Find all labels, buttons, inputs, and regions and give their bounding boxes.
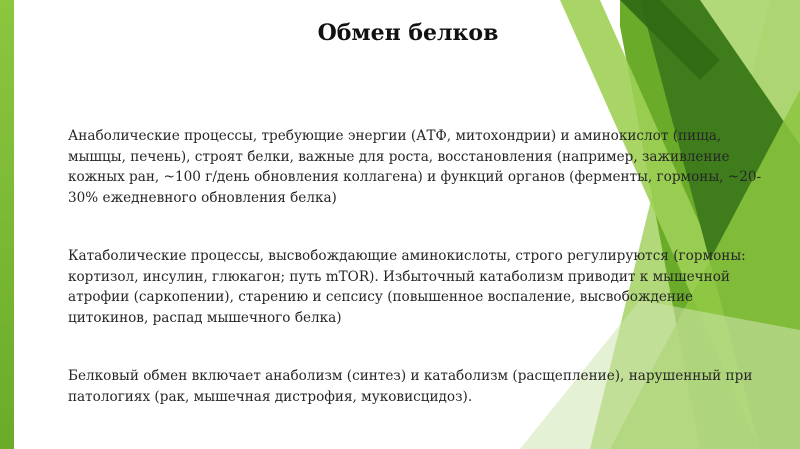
slide-body: [68, 126, 768, 445]
paragraph-anabolism: Анаболические процессы, требующие энергии (АТФ, митохондрии) и аминокислот (пища, мышцы, печень), строят белки, важные для роста, восстановления (например, заживление кожных ран, ~100 г/день обновления коллагена) и функций органов (ферменты, гормоны, ~20-30% ежедневного обновления белка): [68, 128, 762, 206]
paragraph-catabolism: Катаболические процессы, высвобождающие аминокислоты, строго регулируются (гормоны: кортизол, инсулин, глюкагон; путь mTOR). Избыточный катаболизм приводит к мышечной атрофии (саркопении), старению и сепсису (повышенное воспаление, высвобождение цитокинов, распад мышечного белка): [68, 248, 746, 326]
paragraph-protein-metabolism: Белковый обмен включает анаболизм (синтез) и катаболизм (расщепление), нарушенный при патологиях (рак, мышечная дистрофия, муковисцидоз).: [68, 368, 753, 405]
slide-title: Обмен белков: [317, 20, 499, 46]
